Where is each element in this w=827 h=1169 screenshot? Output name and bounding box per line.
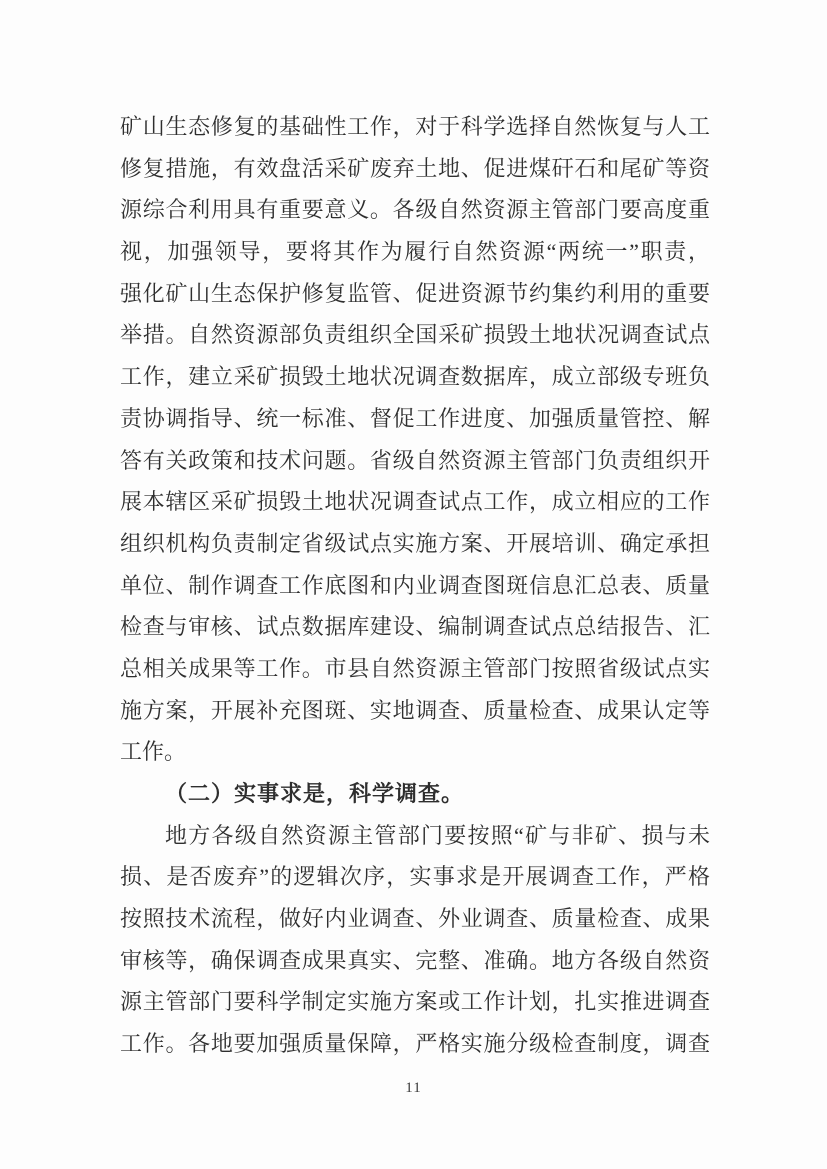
text-line: 责协调指导、统一标准、督促工作进度、加强质量管控、解: [120, 405, 710, 431]
page-number: 11: [405, 1080, 422, 1096]
text-line: 强化矿山生态保护修复监管、促进资源节约集约利用的重要: [120, 280, 710, 306]
text-line: 视，加强领导，要将其作为履行自然资源“两统一”职责，: [120, 239, 710, 265]
text-line: 检查与审核、试点数据库建设、编制调查试点总结报告、汇: [120, 614, 710, 640]
text-line: 矿山生态修复的基础性工作，对于科学选择自然恢复与人工: [120, 114, 710, 139]
text-line: 答有关政策和技术问题。省级自然资源主管部门负责组织开: [120, 447, 710, 473]
text-line: 修复措施，有效盘活采矿废弃土地、促进煤矸石和尾矿等资: [120, 155, 710, 181]
text-line: 展本辖区采矿损毁土地状况调查试点工作，成立相应的工作: [120, 489, 710, 515]
text-line: 举措。自然资源部负责组织全国采矿损毁土地状况调查试点: [120, 322, 710, 348]
text-line: 施方案，开展补充图斑、实地调查、质量检查、成果认定等: [120, 697, 710, 723]
text-line: 源主管部门要科学制定实施方案或工作计划，扎实推进调查: [120, 989, 710, 1015]
text-line: 单位、制作调查工作底图和内业调查图斑信息汇总表、质量: [120, 572, 710, 598]
text-line: 总相关成果等工作。市县自然资源主管部门按照省级试点实: [120, 655, 710, 681]
section-heading: （二）实事求是，科学调查。: [165, 781, 465, 806]
text-line: 工作。: [120, 739, 187, 765]
text-line: 地方各级自然资源主管部门要按照“矿与非矿、损与未: [165, 822, 710, 848]
text-block: [120, 106, 710, 1065]
text-line: 损、是否废弃”的逻辑次序，实事求是开展调查工作，严格: [120, 864, 710, 890]
text-line: 工作，建立采矿损毁土地状况调查数据库，成立部级专班负: [120, 364, 710, 390]
text-line: 按照技术流程，做好内业调查、外业调查、质量检查、成果: [120, 906, 710, 932]
text-line: 组织机构负责制定省级试点实施方案、开展培训、确定承担: [120, 530, 710, 556]
text-line: 源综合利用具有重要意义。各级自然资源主管部门要高度重: [120, 197, 710, 223]
text-line: 工作。各地要加强质量保障，严格实施分级检查制度，调查: [120, 1031, 710, 1057]
text-line: 审核等，确保调查成果真实、完整、准确。地方各级自然资: [120, 947, 710, 973]
